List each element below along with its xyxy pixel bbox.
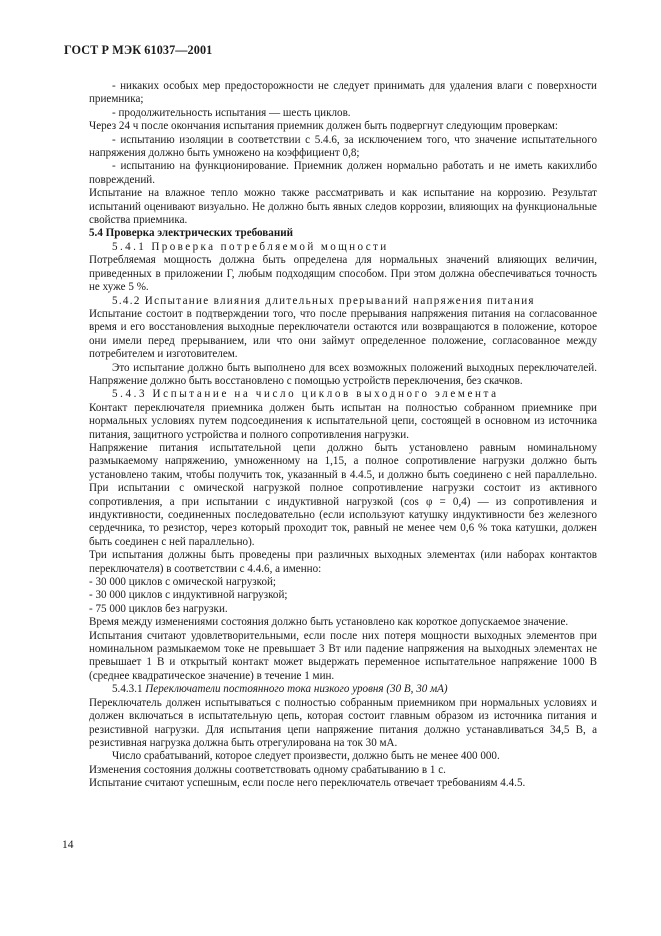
subsection-heading: 5.4.2 Испытание влияния длительных прерываний напряжения питания — [112, 294, 535, 307]
page-number: 14 — [62, 839, 74, 851]
list-item: - 75 000 циклов без нагрузки. — [89, 602, 228, 615]
document-body — [89, 80, 597, 791]
paragraph: Испытание считают успешным, если после него переключатель отвечает требованиям 4.4.5. — [89, 777, 526, 790]
paragraph: Изменения состояния должны соответствовать одному срабатыванию в 1 с. — [89, 763, 446, 776]
paragraph: Это испытание должно быть выполнено для всех возможных положений выходных переключателей. Напряжение должно быть восстановлено с помощью устройств переключения, без скачков. — [89, 361, 597, 387]
paragraph: Контакт переключателя приемника должен быть испытан на полностью собранном приемнике при нормальных условиях путем подсоединения к испытательной цепи, состоящей в основном из источника питания, защитного устройства и полного сопротивления нагрузки. — [89, 401, 597, 441]
list-item: - 30 000 циклов с омической нагрузкой; — [89, 576, 277, 589]
subsection-heading — [89, 683, 597, 696]
section-heading: 5.4 Проверка электрических требований — [89, 227, 294, 240]
paragraph: Испытания считают удовлетворительными, если после них потеря мощности выходных элементов при номинальном размыкаемом токе не превышает 3 Вт или падение напряжения на выходных элементах не превышает 1 В и открытый контакт может выдержать переменное испытательное напряжение 1000 В (среднее квадратическое значение) в течение 1 мин. — [89, 629, 597, 682]
subsection-number: 5.4.3.1 — [112, 683, 143, 696]
paragraph: - испытанию на функционирование. Приемник должен нормально работать и не иметь какихлибо повреждений. — [89, 160, 597, 186]
paragraph: Переключатель должен испытываться с полностью собранным приемником при нормальных условиях и должен включаться в испытательную цепь, которая состоит главным образом из источника питания и резистивной нагрузки. Для испытания цепи напряжение питания должно устанавливаться 34,5 В, а резистивная нагрузка должна быть отрегулирована на ток 30 мА. — [89, 696, 597, 749]
paragraph: Испытание состоит в подтверждении того, что после прерывания напряжения питания на согласованное время и его восстановления выходные переключатели остаются или возвращаются в положение, которое они имели перед прерыванием, или что они займут определенное положение, согласованное между потребителем и изготовителем. — [89, 307, 597, 361]
paragraph: Три испытания должны быть проведены при различных выходных элементах (или наборах контактов переключателя) в соответствии с 4.4.6, а именно: — [89, 549, 597, 575]
paragraph: Испытание на влажное тепло можно также рассматривать и как испытание на коррозию. Результат испытаний оценивают визуально. Не должно быть явных следов коррозии, влияющих на функциональные свойства приемника. — [89, 187, 597, 227]
document-header: ГОСТ Р МЭК 61037—2001 — [64, 43, 213, 57]
paragraph: Число срабатываний, которое следует произвести, должно быть не менее 400 000. — [112, 750, 500, 763]
subsection-title: Переключатели постоянного тока низкого уровня (30 В, 30 мА) — [145, 683, 448, 696]
paragraph: - испытанию изоляции в соответствии с 5.4.6, за исключением того, что значение испытательного напряжения должно быть умножено на коэффициент 0,8; — [89, 133, 597, 160]
subsection-heading: 5.4.3 Испытание на число циклов выходного элемента — [112, 388, 499, 401]
paragraph: Через 24 ч после окончания испытания приемник должен быть подвергнут следующим проверкам: — [89, 120, 558, 133]
paragraph: Время между изменениями состояния должно быть установлено как короткое допускаемое значение. — [89, 616, 569, 629]
paragraph: Потребляемая мощность должна быть определена для нормальных значений влияющих величин, приведенных в приложении Г, любым подходящим способом. При этом должна обеспечиваться точность не хуже 5 %. — [89, 254, 597, 294]
paragraph: - никаких особых мер предосторожности не следует принимать для удаления влаги с поверхности приемника; — [89, 80, 597, 106]
paragraph: - продолжительность испытания — шесть циклов. — [112, 106, 351, 119]
subsection-heading: 5.4.1 Проверка потребляемой мощности — [112, 240, 389, 253]
list-item: - 30 000 циклов с индуктивной нагрузкой; — [89, 589, 288, 602]
paragraph: Напряжение питания испытательной цепи должно быть установлено равным номинальному размыкаемому напряжению, умноженному на 1,15, а полное сопротивление нагрузки должно быть установлено таким, чтобы получить ток, указанный в 4.4.5, и должно быть соединено с ней параллельно. При испытании с омической нагрузкой полное сопротивление нагрузки состоит из активного сопротивления, а при испытании с индуктивной нагрузкой (cos φ = 0,4) — из сопротивления и индуктивности, соединенных последовательно (если используют катушку индуктивности без железного сердечника, то резистор, через который проходит ток, равный не менее чем 0,6 % тока катушки, должен быть соединен с ней параллельно). — [89, 441, 597, 548]
